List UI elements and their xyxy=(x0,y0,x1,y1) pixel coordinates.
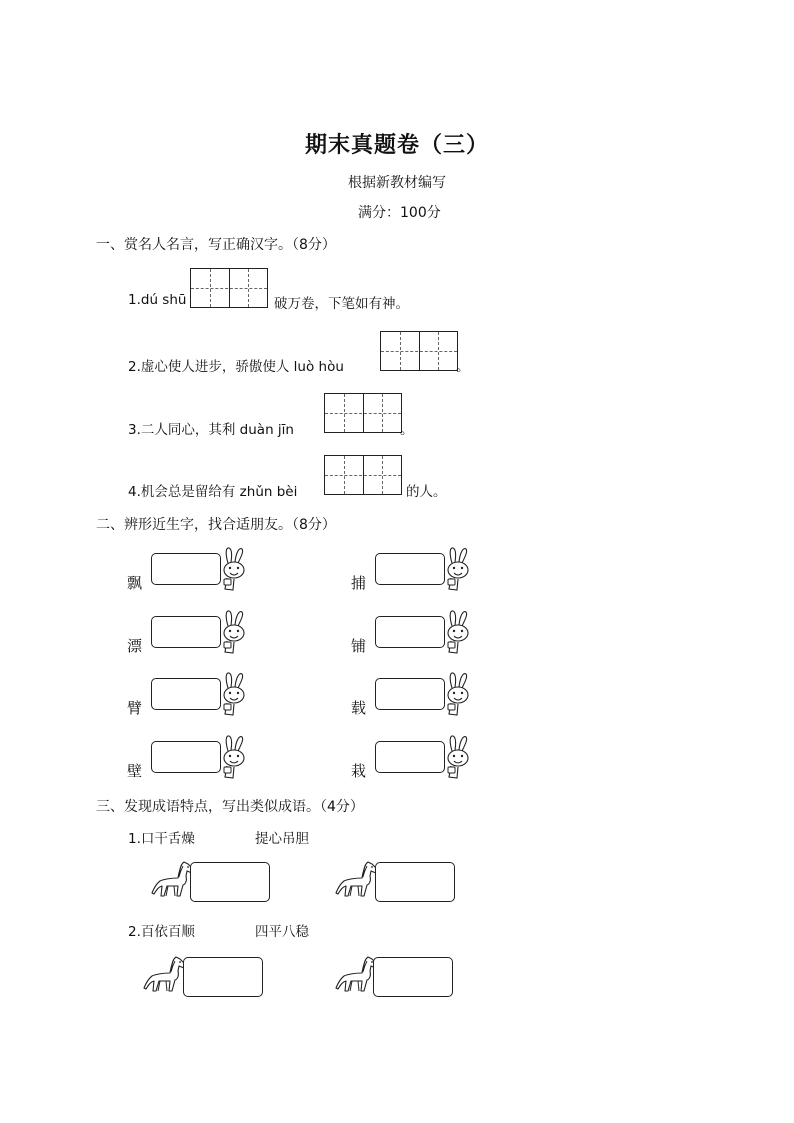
bunny-icon xyxy=(443,735,473,779)
s2-left-char-4: 壁 xyxy=(127,762,143,780)
s1-item-3-after: 。 xyxy=(400,422,414,438)
section-3-heading: 三、发现成语特点，写出类似成语。（4分） xyxy=(96,799,364,815)
s1-item-2-before: 2.虚心使人进步，骄傲使人 luò hòu xyxy=(128,359,344,375)
section-1-heading: 一、赏名人名言，写正确汉字。（8分） xyxy=(96,237,336,253)
s3-row-1-answer-box-1[interactable] xyxy=(190,862,270,902)
bunny-icon xyxy=(443,672,473,716)
s2-right-answer-box-1[interactable] xyxy=(375,553,445,585)
horse-icon xyxy=(334,860,380,900)
s2-left-answer-box-3[interactable] xyxy=(151,678,221,710)
s1-item-2-answer-grid[interactable] xyxy=(380,331,458,371)
s1-item-4-after: 的人。 xyxy=(406,484,447,500)
s2-right-char-3: 载 xyxy=(351,699,367,717)
bunny-icon xyxy=(219,672,249,716)
s1-item-2-after: 。 xyxy=(456,359,470,375)
s3-row-2-example: 四平八稳 xyxy=(255,924,309,940)
s3-row-1-example: 提心吊胆 xyxy=(255,831,309,847)
bunny-icon xyxy=(443,610,473,654)
bunny-icon xyxy=(219,547,249,591)
bunny-icon xyxy=(219,610,249,654)
s1-item-1-after: 破万卷，下笔如有神。 xyxy=(274,296,409,312)
full-score: 满分：100分 xyxy=(358,205,441,221)
subtitle: 根据新教材编写 xyxy=(348,175,446,191)
s3-row-2-answer-box-2[interactable] xyxy=(373,957,453,997)
section-2-heading: 二、辨形近生字，找合适朋友。（8分） xyxy=(96,517,336,533)
s1-item-1-before: 1.dú shū xyxy=(128,292,187,308)
s2-left-char-3: 臂 xyxy=(127,699,143,717)
s1-item-3-answer-grid[interactable] xyxy=(324,393,402,433)
s2-right-answer-box-3[interactable] xyxy=(375,678,445,710)
s2-left-char-2: 漂 xyxy=(127,637,143,655)
page-title: 期末真题卷（三） xyxy=(304,132,489,158)
s1-item-1-answer-grid[interactable] xyxy=(190,268,268,308)
s2-left-answer-box-1[interactable] xyxy=(151,553,221,585)
s3-row-1-label: 1.口干舌燥 xyxy=(128,831,195,847)
s2-left-answer-box-4[interactable] xyxy=(151,741,221,773)
s2-right-answer-box-4[interactable] xyxy=(375,741,445,773)
s2-right-char-2: 铺 xyxy=(351,637,367,655)
bunny-icon xyxy=(443,547,473,591)
horse-icon xyxy=(142,955,188,995)
s1-item-3-before: 3.二人同心，其利 duàn jīn xyxy=(128,422,294,438)
s1-item-4-before: 4.机会总是留给有 zhǔn bèi xyxy=(128,484,298,500)
bunny-icon xyxy=(219,735,249,779)
s2-left-answer-box-2[interactable] xyxy=(151,616,221,648)
s2-left-char-1: 飘 xyxy=(127,574,143,592)
s3-row-2-answer-box-1[interactable] xyxy=(183,957,263,997)
s1-item-4-answer-grid[interactable] xyxy=(324,455,402,495)
s2-right-char-1: 捕 xyxy=(351,574,367,592)
s2-right-char-4: 栽 xyxy=(351,762,367,780)
s3-row-2-label: 2.百依百顺 xyxy=(128,924,195,940)
s3-row-1-answer-box-2[interactable] xyxy=(375,862,455,902)
s2-right-answer-box-2[interactable] xyxy=(375,616,445,648)
